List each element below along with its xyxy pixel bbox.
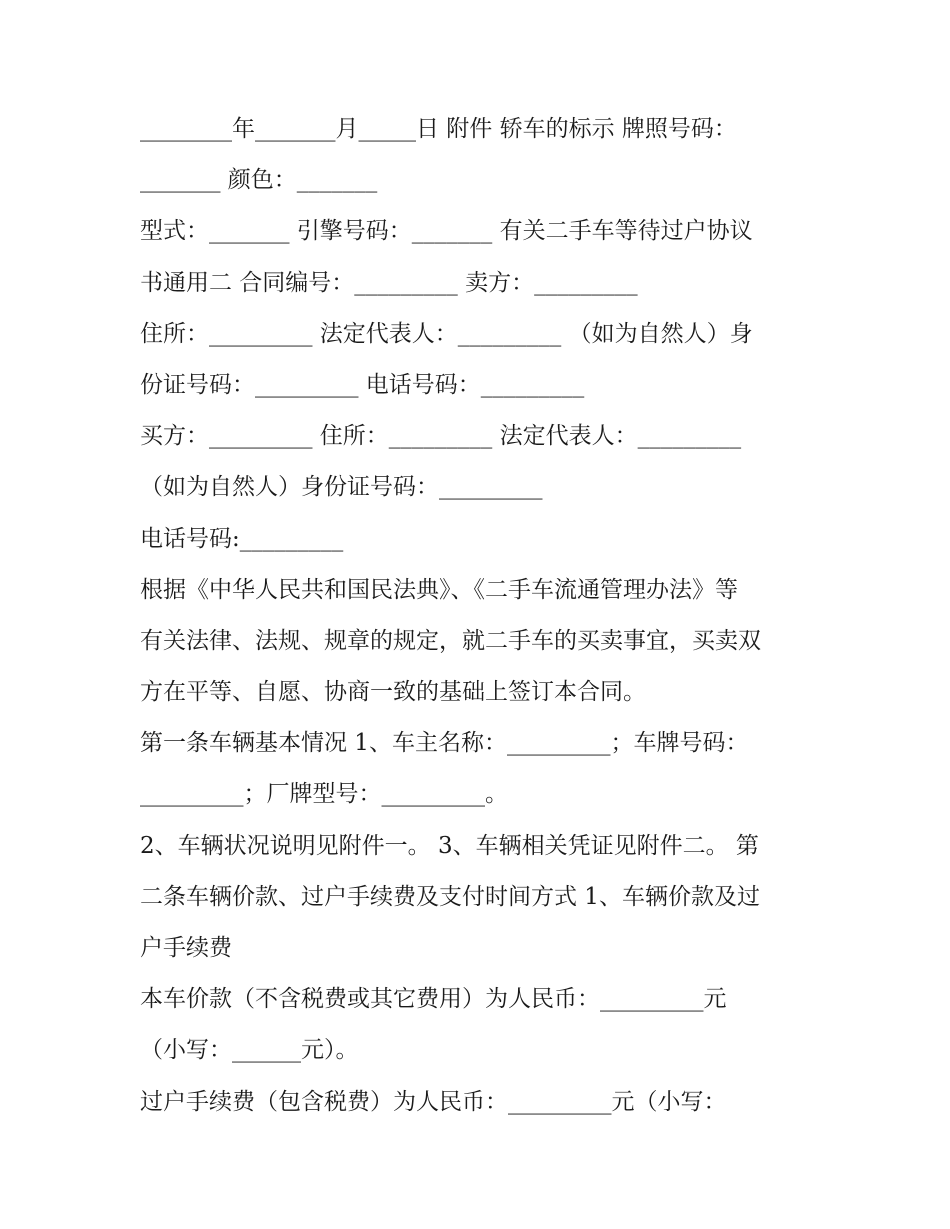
text-line: 型式：_______ 引擎号码：_______ 有关二手车等待过户协议 — [140, 218, 753, 245]
text-line: 方在平等、自愿、协商一致的基础上签订本合同。 — [140, 679, 646, 706]
text-line: 本车价款（不含税费或其它费用）为人民币：_________元 — [140, 986, 727, 1013]
text-line: 电话号码:_________ — [140, 525, 344, 552]
text-line: 份证号码：_________ 电话号码：_________ — [140, 371, 585, 398]
text-line: 有关法律、法规、规章的规定，就二手车的买卖事宜，买卖双 — [140, 627, 761, 654]
text-line: 根据《中华人民共和国民法典》、《二手车流通管理办法》等 — [140, 576, 738, 603]
text-line: 过户手续费（包含税费）为人民币：_________元（小写： — [140, 1088, 727, 1115]
text-line: （小写：______元）。 — [140, 1037, 359, 1064]
text-line: 住所：_________ 法定代表人：_________ （如为自然人）身 — [140, 320, 753, 347]
text-line: 第一条车辆基本情况 1、车主名称：_________；车牌号码： — [140, 730, 749, 757]
text-line: _________；厂牌型号：_________。 — [140, 781, 508, 808]
text-line: 书通用二 合同编号：_________ 卖方：_________ — [140, 269, 638, 296]
text-line: ________年_______月_____日 附件 轿车的标示 牌照号码： — [140, 116, 737, 142]
text-line: _______ 颜色：_______ — [140, 167, 378, 194]
text-line: 买方：_________ 住所：_________ 法定代表人：_________ — [140, 423, 742, 450]
text-line: （如为自然人）身份证号码：_________ — [140, 474, 543, 501]
text-line: 户手续费 — [140, 935, 232, 961]
text-line: 二条车辆价款、过户手续费及支付时间方式 1、车辆价款及过 — [140, 883, 760, 910]
text-line: 2、车辆状况说明见附件一。 3、车辆相关凭证见附件二。 第 — [140, 832, 759, 859]
contract-text — [140, 104, 820, 1128]
